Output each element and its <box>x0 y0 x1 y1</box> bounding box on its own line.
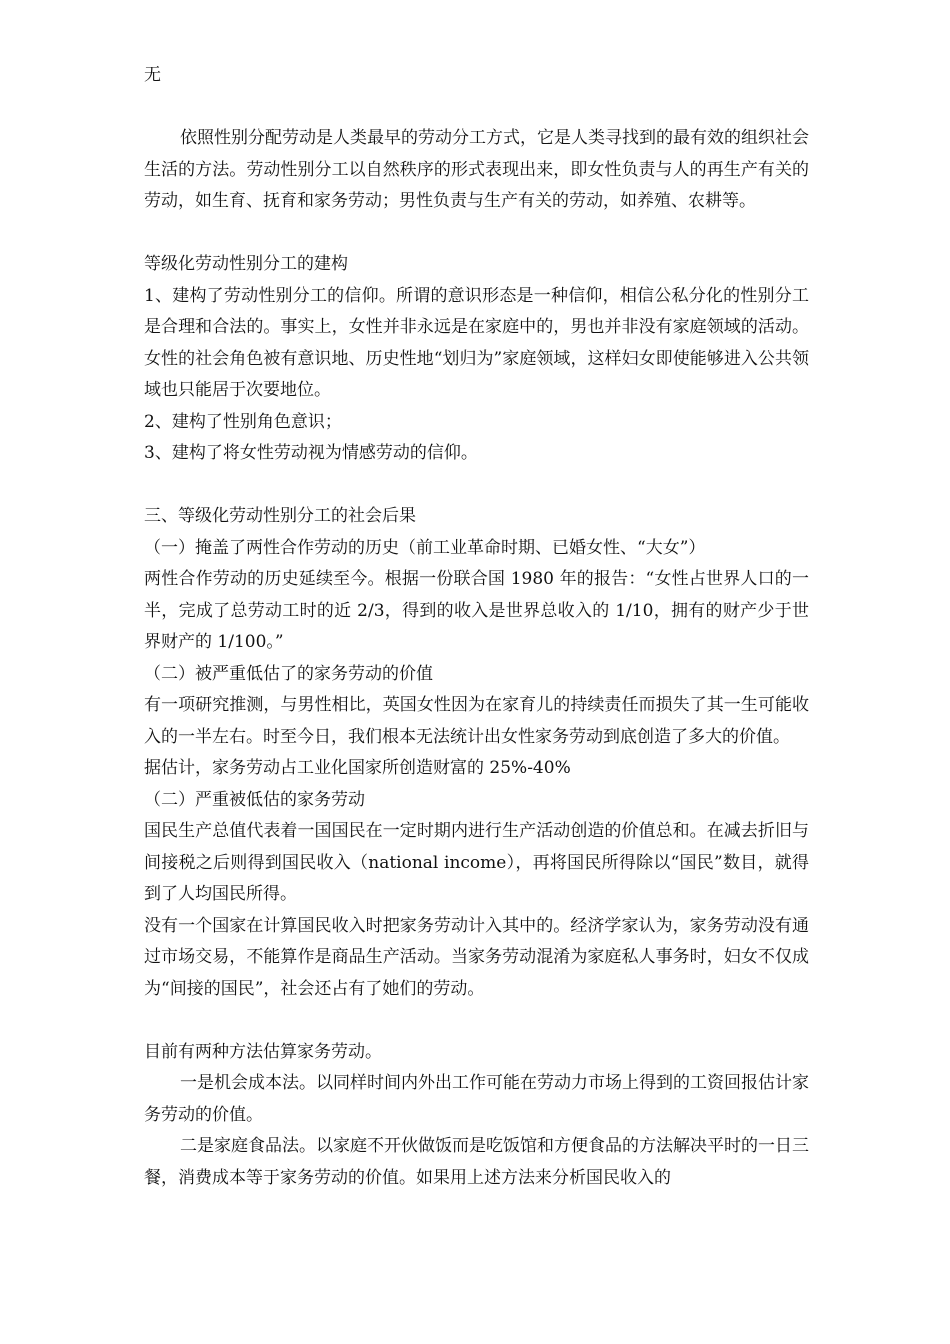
list-item-2: 2、建构了性别角色意识； <box>144 411 342 432</box>
blank-line <box>144 92 809 124</box>
two-methods-paragraph: 目前有两种方法估算家务劳动。 <box>144 1041 382 1062</box>
method-2-paragraph: 二是家庭食品法。以家庭不开伙做饭而是吃饭馆和方便食品的方法解决平时的一日三餐，消费成本等于家务劳动的价值。如果用上述方法来分析国民收入的 <box>144 1136 809 1188</box>
uk-study-paragraph: 有一项研究推测，与男性相比，英国女性因为在家育儿的持续责任而损失了其一生可能收入的一半左右。时至今日，我们根本无法统计出女性家务劳动到底创造了多大的价值。 <box>144 695 809 747</box>
method-1-paragraph: 一是机会成本法。以同样时间内外出工作可能在劳动力市场上得到的工资回报估计家务劳动的价值。 <box>144 1073 809 1125</box>
list-item-3: 3、建构了将女性劳动视为情感劳动的信仰。 <box>144 443 478 463</box>
blank-line <box>144 218 809 250</box>
section-heading-consequences: 三、等级化劳动性别分工的社会后果 <box>144 506 416 526</box>
intro-paragraph: 依照性别分配劳动是人类最早的劳动分工方式，它是人类寻找到的最有效的组织社会生活的方法。劳动性别分工以自然秩序的形式表现出来，即女性负责与人的再生产有关的劳动，如生育、抚育和家务劳动；男性负责与生产有关的劳动，如养殖、农耕等。 <box>144 128 809 211</box>
subheading-3: （二）严重被低估的家务劳动 <box>144 789 365 810</box>
un-report-paragraph: 两性合作劳动的历史延续至今。根据一份联合国 1980 年的报告：“女性占世界人口的一半，完成了总劳动工时的近 2/3，得到的收入是世界总收入的 1/10，拥有的财产少于世界财产的 1/100。” <box>144 569 809 652</box>
estimate-paragraph: 据估计，家务劳动占工业化国家所创造财富的 25%-40% <box>144 758 571 778</box>
blank-line <box>144 470 809 502</box>
header-word: 无 <box>144 65 161 85</box>
gnp-paragraph: 国民生产总值代表着一国国民在一定时期内进行生产活动创造的价值总和。在减去折旧与间接税之后则得到国民收入（national income），再将国民所得除以“国民”数目，就得到了人均国民所得。 <box>144 821 809 904</box>
section-heading-construction: 等级化劳动性别分工的建构 <box>144 254 348 274</box>
list-item-1: 1、建构了劳动性别分工的信仰。所谓的意识形态是一种信仰，相信公私分化的性别分工是合理和合法的。事实上，女性并非永远是在家庭中的，男也并非没有家庭领域的活动。女性的社会角色被有意识地、历史性地“划归为”家庭领域，这样妇女即使能够进入公共领域也只能居于次要地位。 <box>144 285 809 400</box>
document-body <box>144 60 809 1194</box>
blank-line <box>144 1005 809 1037</box>
no-country-paragraph: 没有一个国家在计算国民收入时把家务劳动计入其中的。经济学家认为，家务劳动没有通过市场交易，不能算作是商品生产活动。当家务劳动混淆为家庭私人事务时，妇女不仅成为“间接的国民”，社会还占有了她们的劳动。 <box>144 915 809 999</box>
subheading-2: （二）被严重低估了的家务劳动的价值 <box>144 663 433 684</box>
subheading-1: （一）掩盖了两性合作劳动的历史（前工业革命时期、已婚女性、“大女”） <box>144 537 706 558</box>
